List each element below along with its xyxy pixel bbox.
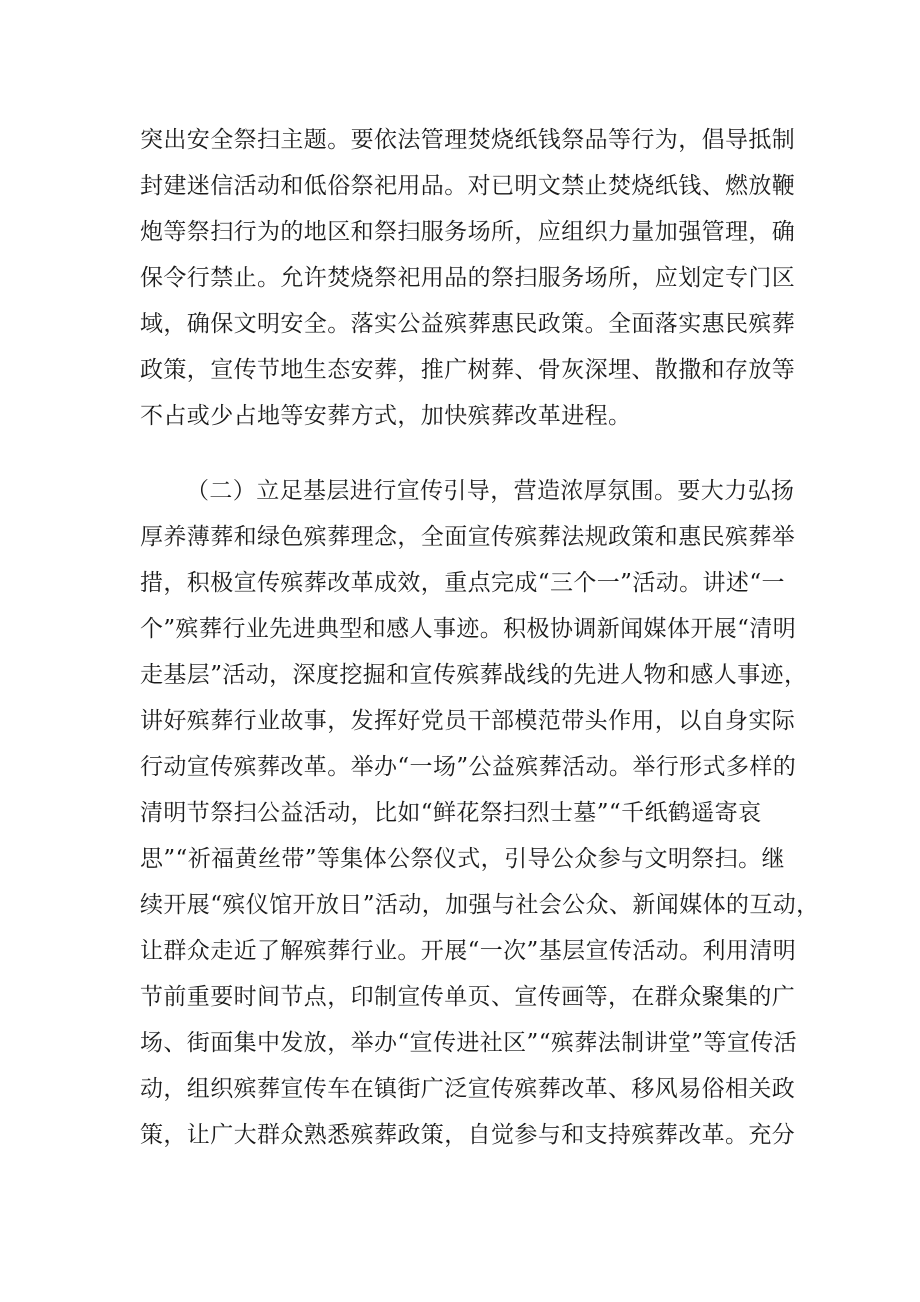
- text-line: 域，确保文明安全。落实公益殡葬惠民政策。全面落实惠民殡葬: [140, 311, 796, 337]
- text-line: 突出安全祭扫主题。要依法管理焚烧纸钱祭品等行为，倡导抵制: [140, 127, 796, 153]
- text-line: 政策，宣传节地生态安葬，推广树葬、骨灰深埋、散撒和存放等: [140, 357, 796, 383]
- text-line: 场、街面集中发放，举办“宣传进社区”“殡葬法制讲堂”等宣传活: [140, 1030, 798, 1056]
- text-line: 封建迷信活动和低俗祭祀用品。对已明文禁止焚烧纸钱、燃放鞭: [140, 173, 796, 199]
- text-line: 动，组织殡葬宣传车在镇街广泛宣传殡葬改革、移风易俗相关政: [140, 1076, 796, 1102]
- text-line: 讲好殡葬行业故事，发挥好党员干部模范带头作用，以自身实际: [140, 708, 796, 734]
- text-line: 让群众走近了解殡葬行业。开展“一次”基层宣传活动。利用清明: [140, 938, 797, 964]
- text-line: 走基层”活动，深度挖掘和宣传殡葬战线的先进人物和感人事迹，: [140, 662, 808, 688]
- text-line: 炮等祭扫行为的地区和祭扫服务场所，应组织力量加强管理，确: [140, 219, 796, 245]
- text-line: 思”“祈福黄丝带”等集体公祭仪式，引导公众参与文明祭扫。继: [140, 846, 785, 872]
- text-line: 个”殡葬行业先进典型和感人事迹。积极协调新闻媒体开展“清明: [140, 616, 797, 642]
- text-line: 保令行禁止。允许焚烧祭祀用品的祭扫服务场所，应划定专门区: [140, 265, 796, 291]
- text-line: 厚养薄葬和绿色殡葬理念，全面宣传殡葬法规政策和惠民殡葬举: [140, 524, 796, 550]
- text-line: 节前重要时间节点，印制宣传单页、宣传画等，在群众聚集的广: [140, 984, 796, 1010]
- text-line: 策，让广大群众熟悉殡葬政策，自觉参与和支持殡葬改革。充分: [140, 1122, 796, 1148]
- text-line: 措，积极宣传殡葬改革成效，重点完成“三个一”活动。讲述“一: [140, 570, 785, 596]
- text-line: 续开展“殡仪馆开放日”活动，加强与社会公众、新闻媒体的互动，: [140, 892, 820, 918]
- text-line-indented: （二）立足基层进行宣传引导，营造浓厚氛围。要大力弘扬: [186, 478, 795, 504]
- text-line: 清明节祭扫公益活动，比如“鲜花祭扫烈士墓”“千纸鹤遥寄哀: [140, 800, 762, 826]
- text-line: 行动宣传殡葬改革。举办“一场”公益殡葬活动。举行形式多样的: [140, 754, 797, 780]
- text-line: 不占或少占地等安葬方式，加快殡葬改革进程。: [140, 403, 632, 429]
